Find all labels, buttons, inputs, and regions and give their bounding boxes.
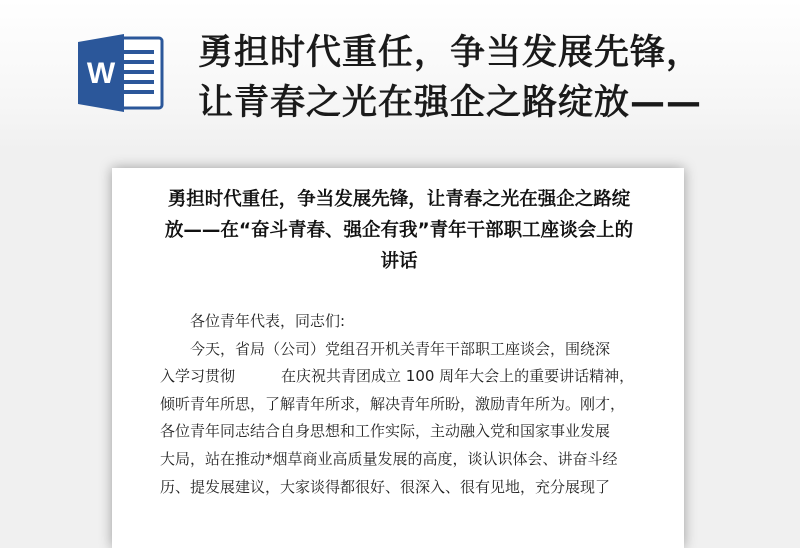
paragraph-line: 今天，省局（公司）党组召开机关青年干部职工座谈会，围绕深 (190, 339, 611, 358)
paragraph-line: 倾听青年所思，了解青年所求，解决青年所盼，激励青年所为。刚才， (160, 394, 626, 413)
paragraph-line: 各位青年同志结合自身思想和工作实际，主动融入党和国家事业发展 (160, 422, 611, 441)
document-page (112, 168, 684, 548)
banner (0, 0, 800, 150)
paragraph-fragment: 在庆祝共青团成立 100 周年大会上的重要讲话精神， (281, 367, 635, 386)
paragraph-fragment: 入学习贯彻 (160, 367, 236, 386)
word-icon-letter: W (86, 57, 116, 90)
document-body (160, 308, 646, 501)
salutation: 各位青年代表，同志们: (190, 312, 346, 330)
paragraph-line (160, 363, 646, 391)
banner-title: 勇担时代重任，争当发展先锋， 让青春之光在强企之路绽放—— (198, 33, 703, 123)
document-title: 勇担时代重任，争当发展先锋，让青春之光在强企之路绽放——在“奋斗青春、强企有我”青年干部职工座谈会上的讲话 (164, 189, 634, 272)
word-document-icon (78, 32, 164, 114)
paragraph-line: 历、提发展建议，大家谈得都很好、很深入、很有见地，充分展现了 (160, 477, 611, 496)
paragraph-line: 大局，站在推动*烟草商业高质量发展的高度，谈认识体会、讲奋斗经 (160, 449, 618, 468)
